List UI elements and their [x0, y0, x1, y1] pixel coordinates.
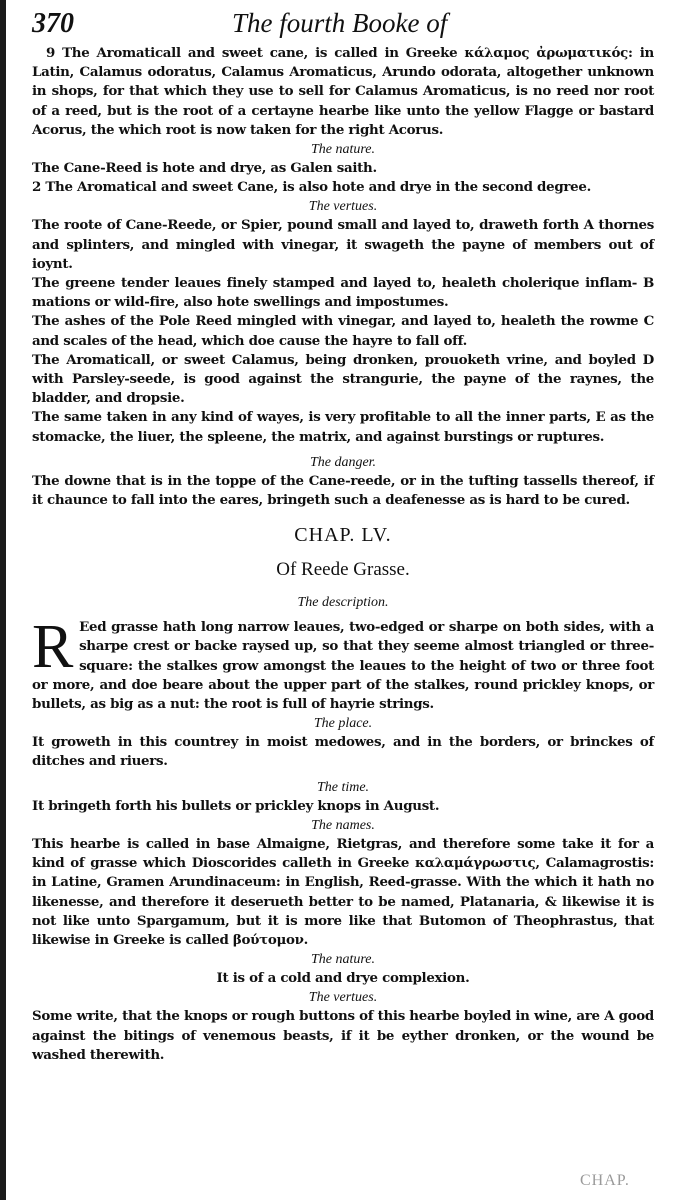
chapter-title: Of Reede Grasse.: [276, 559, 410, 581]
heading-nature-2: The nature.: [310, 952, 376, 968]
heading-danger: The danger.: [309, 454, 377, 470]
chapter-number: CHAP. LV.: [294, 524, 392, 547]
time-paragraph: It bringeth forth his bullets or prickley knops in August.: [32, 797, 440, 814]
vertues-paragraph: Some write, that the knops or rough buttons of this hearbe boyled in wine, are A good against the bitings of venemous beasts, if it be eyther dronken, or the wound be washed therewith.: [32, 1008, 654, 1063]
heading-names: The names.: [311, 817, 375, 833]
vertue-paragraph-c: The ashes of the Pole Reed mingled with vinegar, and layed to, healeth the rowme C and scales of the head, which doe cause the hayre to fall off.: [32, 313, 654, 349]
heading-nature: The nature.: [310, 142, 376, 158]
vertue-paragraph-d: The Aromaticall, or sweet Calamus, being dronken, prouoketh vrine, and boyled D with Parsley-seede, is good against the strangurie, the payne of the raynes, the bladder, and dropsie.: [32, 351, 654, 407]
nature-paragraph-1: The Cane-Reed is hote and drye, as Galen saith.: [32, 160, 377, 177]
heading-description: The description.: [297, 595, 389, 611]
heading-time: The time.: [316, 779, 370, 795]
heading-vertues-2: The vertues.: [308, 990, 378, 1006]
catchword: CHAP.: [580, 1172, 630, 1189]
nature-paragraph-2: 2 The Aromatical and sweet Cane, is also hote and drye in the second degree.: [32, 179, 591, 196]
running-head: The fourth Booke of: [232, 8, 448, 38]
page-header: [32, 4, 672, 44]
nature-paragraph-3: It is of a cold and drye complexion.: [216, 970, 470, 987]
vertue-paragraph-a: The roote of Cane-Reede, or Spier, pound small and layed to, draweth forth A thornes and splinters, and mingled with vinegar, it swageth the payne of members out of ioynt.: [32, 217, 654, 272]
page-body: [32, 44, 654, 1065]
description-paragraph: [32, 613, 654, 714]
aromatic-cane-paragraph: 9 The Aromaticall and sweet cane, is called in Greeke κάλαμος ἀρωματικός: in Latin, Calamus odoratus, Calamus Aromaticus, Arundo odorata, altogether unknown in shops, for that which they use to sell for Calamus Aromaticus, is no reed nor root of a reed, but is the root of a certayne hearbe like unto the yellow Flagge or bastard Acorus, the which root is now taken for the right Acorus.: [32, 45, 654, 138]
vertue-paragraph-e: The same taken in any kind of wayes, is very profitable to all the inner parts, E as the stomacke, the liuer, the spleene, the matrix, and against burstings or ruptures.: [32, 409, 654, 445]
heading-place: The place.: [313, 716, 373, 732]
place-paragraph: It groweth in this countrey in moist medowes, and in the borders, or brinckes of ditches and riuers.: [32, 734, 654, 770]
vertue-paragraph-b: The greene tender leaues finely stamped and layed to, healeth cholerique inflam- B mations or wild-fire, also hote swellings and impostumes.: [32, 275, 654, 311]
page-number: 370: [32, 8, 74, 39]
names-paragraph: This hearbe is called in base Almaigne, Rietgras, and therefore some take it for a kind of grasse which Dioscorides calleth in Greeke καλαμάγρωστις, Calamagrostis: in Latine, Gramen Arundinaceum: in English, Reed-grasse. With the which it hath no likenesse, and therefore it deserueth better to be named, Platanaria, & likewise it is not like unto Spargamum, but it is more like that Butomon of Theophrastus, that likewise in Greeke is called βούτομον.: [32, 835, 654, 948]
danger-paragraph: The downe that is in the toppe of the Cane-reede, or in the tufting tassells thereof, if it chaunce to fall into the eares, bringeth such a deafenesse as is hard to be cured.: [32, 472, 654, 509]
drop-capital: R: [32, 613, 74, 682]
description-text: Eed grasse hath long narrow leaues, two-edged or sharpe on both sides, with a sharpe crest or backe raysed up, so that they seeme almost triangled or three-square: the stalkes grow amongst the leaues to the height of two or three foot or more, and doe beare about the upper part of the stalkes, round prickley knops, or bullets, as big as a nut: the root is full of hayrie strings.: [32, 619, 654, 713]
heading-vertues: The vertues.: [308, 199, 378, 215]
binding-gutter: [0, 0, 6, 1200]
